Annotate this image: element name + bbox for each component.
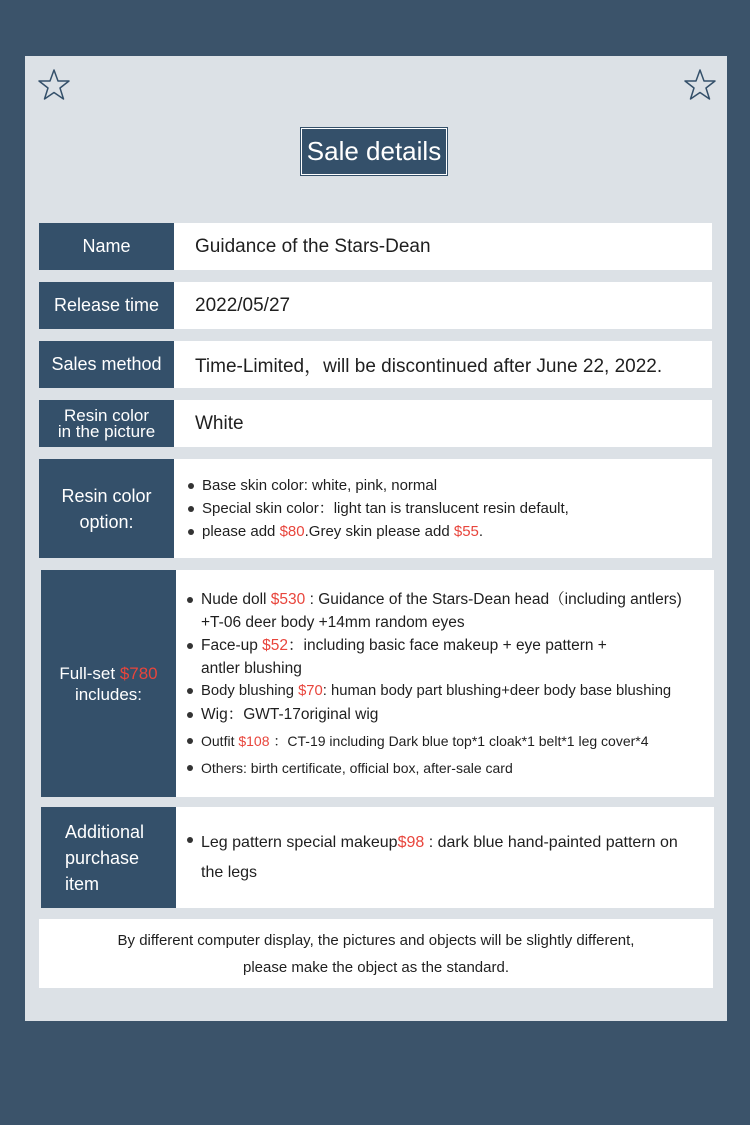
disclaimer-notice <box>39 919 713 988</box>
list-item <box>187 757 682 780</box>
item-text: Special skin color：light tan is translucent resin default, <box>202 500 569 517</box>
item-text: Leg pattern special makeup <box>201 833 398 851</box>
label-resin-color-picture <box>39 400 174 447</box>
label-line: Resin color <box>63 405 150 425</box>
item-text: Wig：GWT-17original wig <box>201 705 379 723</box>
list-item <box>188 497 569 520</box>
label-line <box>59 663 157 684</box>
value-resin-color-option <box>174 459 712 558</box>
row-resin-color-option <box>39 459 712 558</box>
list-item <box>187 588 682 634</box>
label-sales-method: Sales method <box>39 341 174 388</box>
price-tag: $55 <box>453 523 479 540</box>
item-text: antler blushing <box>201 659 302 677</box>
resin-option-list <box>188 474 569 543</box>
label-line: Additional <box>65 821 145 842</box>
value-name: Guidance of the Stars-Dean <box>195 235 431 257</box>
item-text: ：CT-19 including Dark blue top*1 cloak*1 belt*1 leg cover*4 <box>269 732 649 749</box>
full-set-list <box>187 588 682 780</box>
label-release-time: Release time <box>39 282 174 329</box>
page-title: Sale details <box>301 128 447 175</box>
row-additional-purchase <box>41 807 714 908</box>
value-full-set <box>176 570 718 797</box>
price-tag: $108 <box>238 732 270 749</box>
label-name: Name <box>39 223 174 270</box>
label-full-set <box>41 570 176 797</box>
additional-list <box>187 828 678 888</box>
item-text: please add <box>202 523 280 540</box>
item-text: the legs <box>201 863 258 881</box>
price-tag: $80 <box>279 523 305 540</box>
price-tag: $780 <box>119 663 158 683</box>
label-line: item <box>65 873 100 894</box>
row-resin-color-picture <box>39 400 712 447</box>
star-outline-icon <box>37 68 71 102</box>
item-text: Others: birth certificate, official box, after-sale card <box>201 759 513 776</box>
list-item <box>187 634 682 680</box>
value-sales-method: Time-Limited，will be discontinued after June 22, 2022. <box>195 356 663 377</box>
sale-details-panel <box>25 56 727 1021</box>
label-additional-purchase <box>41 807 176 908</box>
list-item <box>187 703 682 726</box>
value-release-time: 2022/05/27 <box>195 294 291 316</box>
list-item <box>188 520 569 543</box>
value-additional-purchase <box>176 807 714 908</box>
item-text: : Guidance of the Stars-Dean head（including antlers) <box>305 590 682 608</box>
item-text: : dark blue hand-painted pattern on <box>424 833 678 851</box>
price-tag: $98 <box>397 833 425 851</box>
price-tag: $52 <box>262 636 289 654</box>
item-text: . <box>478 523 484 540</box>
row-sales-method <box>39 341 712 388</box>
notice-line: By different computer display, the pictures and objects will be slightly different, <box>117 932 635 949</box>
notice-line: please make the object as the standard. <box>242 959 509 976</box>
list-item <box>188 474 569 497</box>
list-item <box>187 828 678 888</box>
row-release-time <box>39 282 712 329</box>
label-line: Resin color <box>61 485 152 506</box>
item-text: .Grey skin please add <box>304 523 454 540</box>
label-line: purchase <box>65 847 140 868</box>
value-resin-color-picture: White <box>195 412 244 434</box>
item-text: Face-up <box>201 636 263 654</box>
label-line: includes: <box>74 684 143 704</box>
price-tag: $70 <box>298 682 323 699</box>
row-full-set <box>41 570 714 797</box>
label-line: option: <box>79 511 134 532</box>
label-text: Full-set <box>59 663 120 683</box>
item-text: Nude doll <box>201 590 271 608</box>
list-item <box>187 730 682 753</box>
star-outline-icon <box>683 68 717 102</box>
item-text: Body blushing <box>201 682 299 699</box>
item-text: Base skin color: white, pink, normal <box>202 477 438 494</box>
list-item <box>187 680 682 703</box>
price-tag: $530 <box>270 590 306 608</box>
label-resin-color-option <box>39 459 174 558</box>
item-text: +T-06 deer body +14mm random eyes <box>201 613 465 631</box>
row-name <box>39 223 712 270</box>
item-text: ：including basic face makeup + eye pattern + <box>288 636 607 654</box>
item-text: Outfit <box>201 732 239 749</box>
item-text: : human body part blushing+deer body base blushing <box>322 682 672 699</box>
label-line: in the picture <box>57 421 156 441</box>
